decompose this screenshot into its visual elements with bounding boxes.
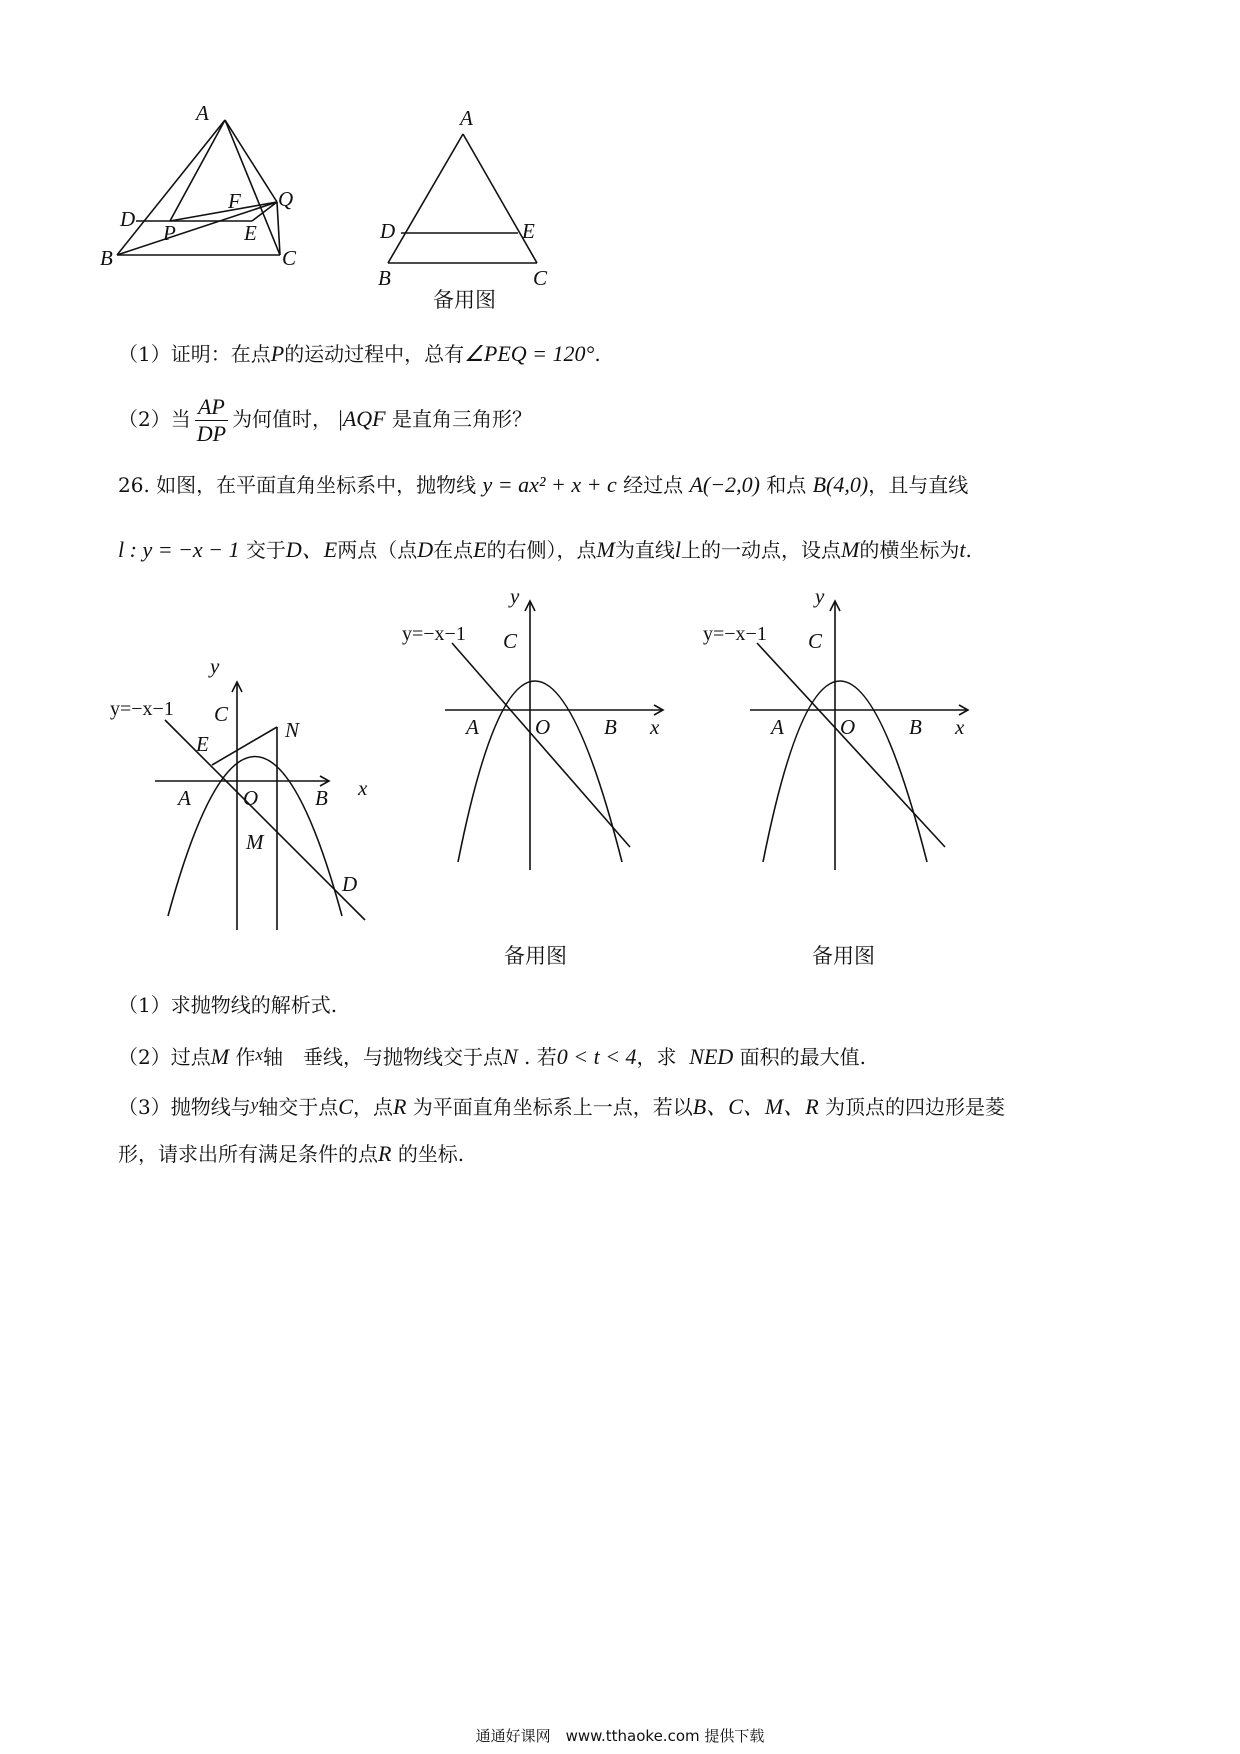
label-E: E: [522, 219, 535, 243]
graph-main-svg: [110, 654, 380, 945]
label-M: M: [246, 830, 264, 854]
page-footer: 通通好课网 www.tthaoke.com 提供下载: [475, 1727, 765, 1745]
q26-part2: （2）过点M 作$^x$轴 垂线，与抛物线交于点N . 若0 < t < 4，求 NED 面积的最大值.: [118, 1044, 866, 1069]
caption-backup-3: 备用图: [812, 944, 875, 968]
label-F: F: [228, 189, 241, 213]
graph-backup-1: [400, 585, 690, 875]
label-B: B: [909, 715, 922, 739]
label-A: A: [460, 106, 473, 130]
label-A: A: [178, 786, 191, 810]
line-label: y=−x−1: [703, 623, 767, 645]
label-A: A: [466, 715, 479, 739]
line-label: y=−x−1: [110, 698, 174, 720]
q26-line1: 26. 如图，在平面直角坐标系中，抛物线 y = ax² + x + c 经过点 A(−2,0) 和点 B(4,0)，且与直线: [118, 472, 969, 497]
label-A: A: [196, 101, 209, 125]
label-C: C: [282, 246, 297, 270]
q26-line2: l : y = −x − 1 交于D、E两点（点D在点E的右侧），点M为直线l上的一动点，设点M的横坐标为t.: [118, 537, 972, 562]
label-C: C: [533, 266, 548, 290]
triangle-main-svg: [100, 100, 340, 300]
q25-part2: （2）当 $\frac{AP}{DP}$ 为何值时， |AQF 是直角三角形？: [118, 394, 532, 446]
triangle-symbol: |: [338, 406, 343, 431]
graph-backup-1-svg: [400, 585, 690, 875]
label-E: E: [244, 221, 257, 245]
label-Q: Q: [278, 187, 294, 211]
label-C: C: [808, 629, 823, 653]
label-B: B: [315, 786, 328, 810]
q26-part1: （1）求抛物线的解析式.: [118, 993, 338, 1017]
figure-triangle-backup: [380, 100, 570, 300]
label-N: N: [285, 718, 300, 742]
graph-backup-2-svg: [705, 585, 995, 875]
label-C: C: [503, 629, 518, 653]
graph-backup-2: [705, 585, 995, 875]
label-O: O: [535, 715, 551, 739]
axis-y-label: y: [815, 584, 825, 608]
label-D: D: [120, 207, 136, 231]
q26-part3-line1: （3）抛物线与$^y$轴交于点C，点R 为平面直角坐标系上一点，若以B、C、M、R 为顶点的四边形是菱: [118, 1094, 1006, 1119]
caption-backup-2: 备用图: [504, 944, 567, 968]
axis-y-label: y: [210, 654, 220, 678]
label-O: O: [840, 715, 856, 739]
graph-main: [110, 654, 380, 945]
axis-y-label: y: [510, 584, 520, 608]
label-P: P: [163, 221, 176, 245]
label-E: E: [196, 732, 209, 756]
label-D: D: [380, 219, 396, 243]
label-A: A: [771, 715, 784, 739]
label-B: B: [100, 246, 113, 270]
axis-x-label: x: [955, 715, 965, 739]
q25-part1: （1）证明：在点P的运动过程中，总有∠PEQ = 120°.: [118, 341, 601, 366]
q26-part3-line2: 形，请求出所有满足条件的点R 的坐标.: [118, 1141, 465, 1166]
triangle-backup-svg: [380, 100, 570, 300]
label-O: O: [243, 786, 259, 810]
label-B: B: [378, 266, 391, 290]
fraction-ap-dp: $\frac{AP}{DP}$: [196, 394, 227, 446]
axis-x-label: x: [650, 715, 660, 739]
label-B: B: [604, 715, 617, 739]
label-D: D: [342, 872, 358, 896]
caption-backup-1: 备用图: [433, 288, 496, 312]
label-C: C: [214, 702, 229, 726]
figure-triangle-main: [100, 100, 340, 300]
line-label: y=−x−1: [402, 623, 466, 645]
axis-x-label: x: [358, 776, 368, 800]
